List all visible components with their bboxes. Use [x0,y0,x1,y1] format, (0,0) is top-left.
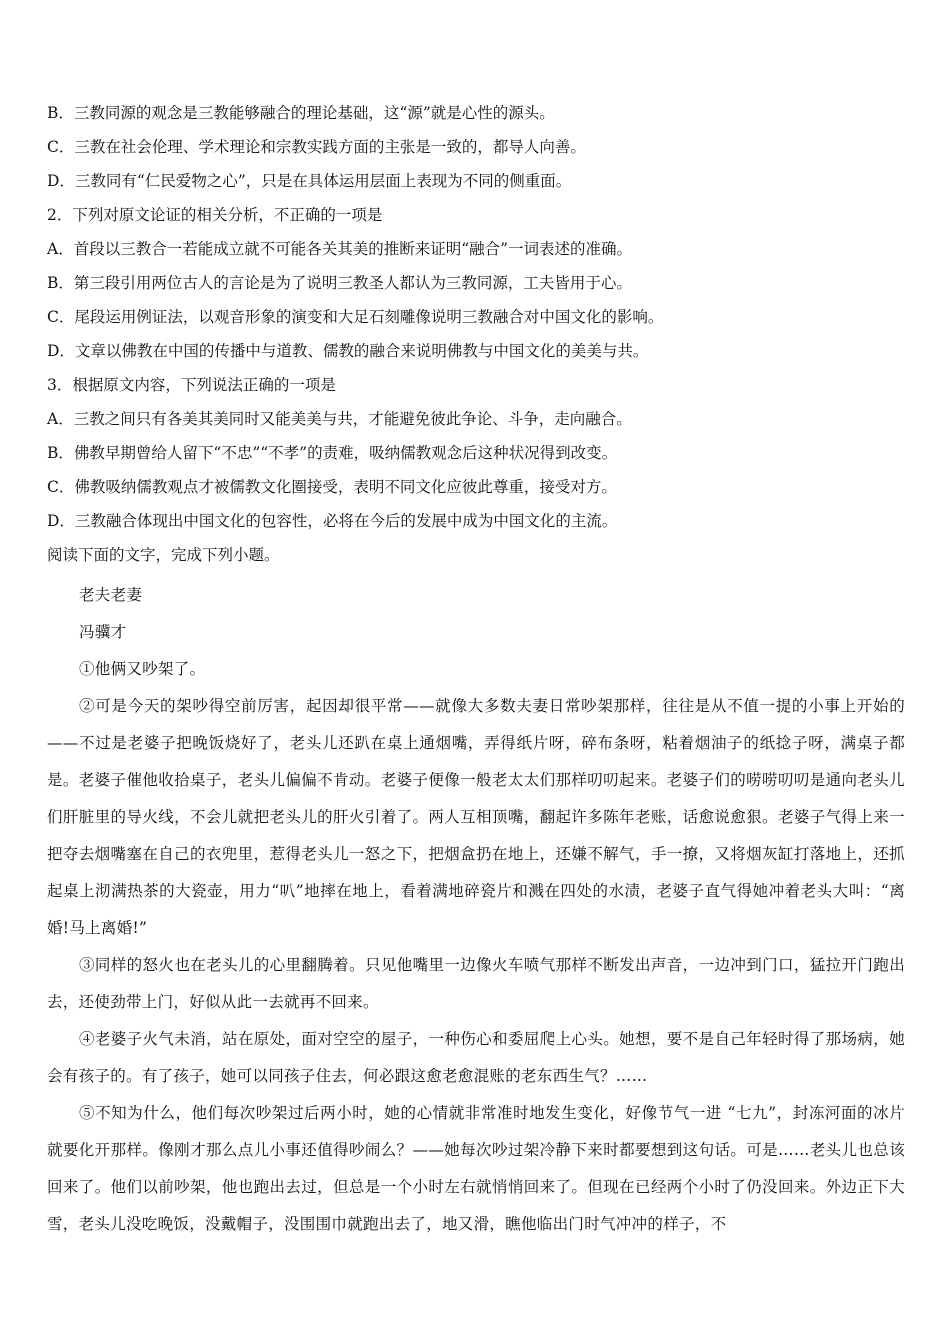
question-stem: 2．下列对原文论证的相关分析，不正确的一项是 [47,206,383,224]
option-line: A．首段以三教合一若能成立就不可能各关其美的推断来证明“融合”一词表述的准确。 [47,240,633,258]
story-paragraph: ③同样的怒火也在老头儿的心里翻腾着。只见他嘴里一边像火车喷气那样不断发出声音，一边冲到门口，猛拉开门跑出去，还使劲带上门，好似从此一去就再不回来。 [47,956,905,1011]
option-line: D．三教融合体现出中国文化的包容性，必将在今后的发展中成为中国文化的主流。 [47,512,618,530]
story-paragraph: ④老婆子火气未消，站在原处，面对空空的屋子，一种伤心和委屈爬上心头。她想，要不是自己年轻时得了那场病，她会有孩子的。有了孩子，她可以同孩子住去，何必跟这愈老愈混账的老东西生气？…… [47,1030,905,1085]
story-author: 冯骥才 [79,623,127,641]
story-paragraph: ⑤不知为什么，他们每次吵架过后两小时，她的心情就非常准时地发生变化，好像节气一进 “七九”，封冻河面的冰片就要化开那样。像刚才那么点儿小事还值得吵闹么？——她每次吵过架冷静下来时都要想到这句话。可是……老头儿也总该回来了。他们以前吵架，他也跑出去过，但总是一个小时左右就悄悄回来了。但现在已经两个小时了仍没回来。外边正下大雪，老头儿没吃晚饭，没戴帽子，没围围巾就跑出去了，地又滑，瞧他临出门时气冲冲的样子，不 [47,1104,905,1233]
option-line: C．佛教吸纳儒教观点才被儒教文化圈接受，表明不同文化应彼此尊重，接受对方。 [47,478,617,496]
question-stem: 3．根据原文内容，下列说法正确的一项是 [47,376,336,394]
option-line: D．三教同有“仁民爱物之心”，只是在具体运用层面上表现为不同的侧重面。 [47,172,572,190]
story-passage [47,577,905,1243]
option-line: B．三教同源的观念是三教能够融合的理论基础，这“源”就是心性的源头。 [47,104,555,122]
reading-instruction: 阅读下面的文字，完成下列小题。 [47,546,280,564]
option-line: C．三教在社会伦理、学术理论和宗教实践方面的主张是一致的，都导人向善。 [47,138,586,156]
option-line: C．尾段运用例证法，以观音形象的演变和大足石刻雕像说明三教融合对中国文化的影响。 [47,308,664,326]
story-paragraph: ②可是今天的架吵得空前厉害，起因却很平常——就像大多数夫妻日常吵架那样，往往是从不值一提的小事上开始的——不过是老婆子把晚饭烧好了，老头儿还趴在桌上通烟嘴，弄得纸片呀，碎布条呀，粘着烟油子的纸捻子呀，满桌子都是。老婆子催他收拾桌子，老头儿偏偏不肯动。老婆子便像一般老太太们那样叨叨起来。老婆子们的唠唠叨叨是通向老头儿们肝脏里的导火线，不会儿就把老头儿的肝火引着了。两人互相顶嘴，翻起许多陈年老账，话愈说愈狠。老婆子气得上来一把夺去烟嘴塞在自己的衣兜里，惹得老头儿一怒之下，把烟盒扔在地上，还嫌不解气，手一撩，又将烟灰缸打落地上，还抓起桌上沏满热茶的大瓷壶，用力“叭”地摔在地上，看着满地碎瓷片和溅在四处的水渍，老婆子直气得她冲着老头大叫：“离婚!马上离婚!” [47,697,905,937]
option-line: D．文章以佛教在中国的传播中与道教、儒教的融合来说明佛教与中国文化的美美与共。 [47,342,649,360]
story-title: 老夫老妻 [79,586,143,604]
option-line: B．第三段引用两位古人的言论是为了说明三教圣人都认为三教同源，工夫皆用于心。 [47,274,632,292]
option-line: A．三教之间只有各美其美同时又能美美与共，才能避免彼此争论、斗争，走向融合。 [47,410,632,428]
option-line: B．佛教早期曾给人留下“不忠”“不孝”的责难，吸纳儒教观念后这种状况得到改变。 [47,444,618,462]
story-paragraph: ①他俩又吵架了。 [79,660,206,678]
